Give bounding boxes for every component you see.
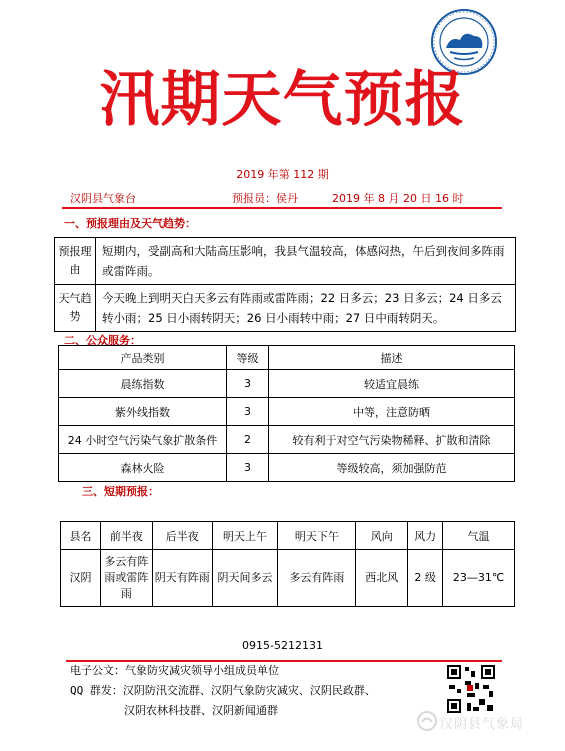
table-cell: 2 (227, 426, 269, 454)
watermark-text: 汉阴县气象局 (440, 717, 525, 732)
column-header: 风力 (408, 522, 443, 550)
short-term-table (60, 521, 515, 607)
table-cell: 中等，注意防晒 (269, 398, 515, 426)
table-row (59, 370, 515, 398)
column-header: 等级 (227, 346, 269, 370)
watermark-icon (416, 710, 438, 732)
table-cell: 紫外线指数 (59, 398, 227, 426)
table-cell: 3 (227, 398, 269, 426)
trend-label: 天气趋势 (55, 285, 96, 332)
table-row (59, 426, 515, 454)
footer-line-2: QQ 群发：汉阴防汛交流群、汉阴气象防灾减灾、汉阴民政群、 (70, 684, 376, 697)
page-title: 汛期天气预报 (99, 65, 466, 135)
column-header: 县名 (61, 522, 101, 550)
table-row (59, 398, 515, 426)
table-cell: 23—31℃ (443, 550, 515, 607)
table-cell: 3 (227, 370, 269, 398)
column-header: 前半夜 (100, 522, 152, 550)
header-divider (62, 207, 502, 209)
table-cell: 多云有阵雨或雷阵雨 (100, 550, 152, 607)
column-header: 描述 (269, 346, 515, 370)
table-cell: 较适宜晨练 (269, 370, 515, 398)
trend-text: 今天晚上到明天白天多云有阵雨或雷阵雨；22 日多云；23 日多云；24 日多云转小雨；25 日小雨转阴天；26 日小雨转中雨；27 日中雨转阴天。 (96, 285, 516, 332)
reason-label: 预报理由 (55, 238, 96, 285)
table-row (55, 285, 516, 332)
section-heading-short-term: 三、短期预报： (82, 485, 159, 498)
table-row (61, 550, 515, 607)
footer-line-1: 电子公文：气象防灾减灾领导小组成员单位 (70, 664, 279, 677)
column-header: 明天下午 (278, 522, 356, 550)
station-name: 汉阴县气象台 (70, 192, 136, 205)
table-cell: 汉阴 (61, 550, 101, 607)
issue-number: 2019 年第 112 期 (236, 168, 329, 181)
section-heading-reason: 一、预报理由及天气趋势： (64, 217, 196, 230)
table-cell: 多云有阵雨 (278, 550, 356, 607)
table-row (59, 454, 515, 482)
qr-code-icon (445, 663, 497, 715)
table-cell: 森林火险 (59, 454, 227, 482)
column-header: 风向 (356, 522, 408, 550)
column-header: 后半夜 (152, 522, 212, 550)
column-header: 明天上午 (212, 522, 278, 550)
reason-text: 短期内，受副高和大陆高压影响，我县气温较高，体感闷热，午后到夜间多阵雨或雷阵雨。 (96, 238, 516, 285)
table-cell: 较有利于对空气污染物稀释、扩散和清除 (269, 426, 515, 454)
table-cell: 24 小时空气污染气象扩散条件 (59, 426, 227, 454)
table-cell: 3 (227, 454, 269, 482)
service-table (58, 345, 515, 482)
table-cell: 西北风 (356, 550, 408, 607)
footer-line-3: 汉阴农林科技群、汉阴新闻通群 (124, 704, 278, 717)
table-cell: 阴天有阵雨 (152, 550, 212, 607)
table-header-row (61, 522, 515, 550)
column-header: 产品类别 (59, 346, 227, 370)
table-cell: 2 级 (408, 550, 443, 607)
table-cell: 等级较高，须加强防范 (269, 454, 515, 482)
table-cell: 晨练指数 (59, 370, 227, 398)
column-header: 气温 (443, 522, 515, 550)
issue-datetime: 2019 年 8 月 20 日 16 时 (332, 192, 464, 205)
table-row (55, 238, 516, 285)
contact-phone: 0915-5212131 (242, 639, 323, 652)
table-cell: 阴天间多云 (212, 550, 278, 607)
reason-table (54, 237, 516, 332)
section-heading-service: 二、公众服务： (64, 334, 141, 347)
forecaster-name: 预报员：侯丹 (232, 192, 298, 205)
table-header-row (59, 346, 515, 370)
